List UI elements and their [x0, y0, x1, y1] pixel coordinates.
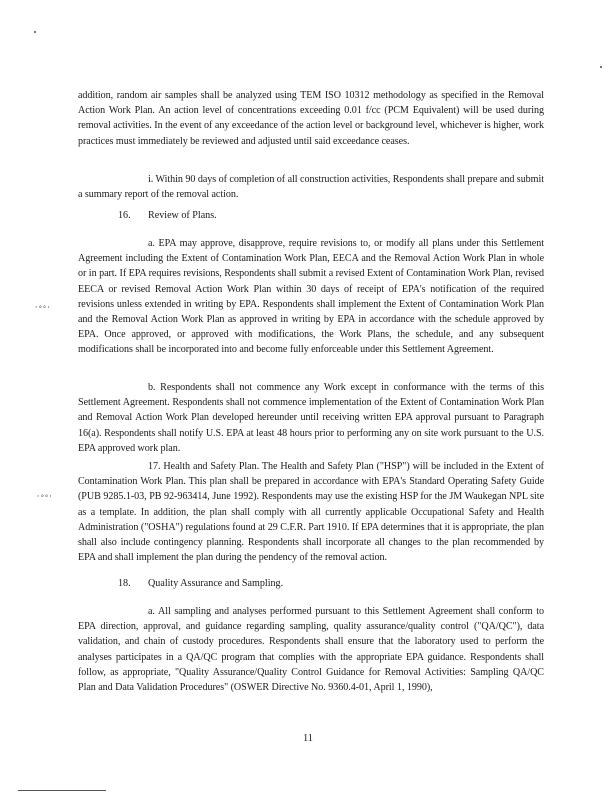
paragraph-15-i: i. Within 90 days of completion of all construction activities, Respondents shall prepare and submit a summary report of the removal action.: [78, 174, 544, 201]
paragraph-18-a: a. All sampling and analyses performed pursuant to this Settlement Agreement shall conform to EPA direction, approval, and guidance regarding sampling, quality assurance/quality control ("QA/QC"), data validation, and chain of custody procedures. Respondents shall ensure that the laboratory used to perform the analyses participates in a QA/QC program that complies with the appropriate EPA guidance. Respondents shall follow, as appropriate, "Quality Assurance/Quality Control Guidance for Removal Activities: Sampling QA/QC Plan and Data Validation Procedures" (OSWER Directive No. 9360.4-01, April 1, 1990),: [78, 606, 544, 694]
paragraph-16-a: a. EPA may approve, disapprove, require revisions to, or modify all plans under this Settlement Agreement including the Extent of Contamination Work Plan, EECA and the Removal Action Work Plan in whole or in part. If EPA requires revisions, Respondents shall submit a revised Extent of Contamination Work Plan, revised EECA or revised Removal Action Work Plan within 30 days of receipt of EPA's notification of the required revisions unless extended in writing by EPA. Respondents shall implement the Extent of Contamination Work Plan and the Removal Action Work Plan as approved in writing by EPA in accordance with the schedule approved by EPA. Once approved, or approved with modifications, the Work Plans, the schedule, and any subsequent modifications shall be incorporated into and become fully enforceable under this Settlement Agreement.: [78, 238, 544, 356]
paragraph-17-health-safety: 17. Health and Safety Plan. The Health and Safety Plan ("HSP") will be included in the Extent of Contamination Work Plan. This plan shall be prepared in accordance with EPA's Standard Operating Safety Guide (PUB 9285.1-03, PB 92-963414, June 1992). Respondents may use the existing HSP for the JM Waukegan NPL site as a template. In addition, the plan shall comply with all currently applicable Occupational Safety and Health Administration ("OSHA") regulations found at 29 C.F.R. Part 1910. If EPA determines that it is appropriate, the plan shall also include contingency planning. Respondents shall incorporate all changes to the plan recommended by EPA and shall implement the plan during the pendency of the removal action.: [78, 461, 544, 564]
margin-mark: '°°': [34, 305, 51, 313]
section-heading-18: [118, 576, 283, 591]
section-title: Quality Assurance and Sampling.: [148, 578, 284, 589]
page-number: 11: [302, 733, 314, 744]
margin-mark: '°°': [36, 494, 53, 502]
section-heading-16: [118, 208, 217, 223]
section-number: 16.: [118, 210, 131, 221]
paragraph-continuation: addition, random air samples shall be analyzed using TEM ISO 10312 methodology as specified in the Removal Action Work Plan. An action level of concentrations exceeding 0.01 f/cc (PCM Equivalent) will be used during removal activities. In the event of any exceedance of the action level or background level, whichever is higher, work practices must immediately be reviewed and adjusted until said exceedance ceases.: [78, 90, 544, 147]
section-title: Review of Plans.: [148, 210, 217, 221]
section-number: 18.: [118, 578, 131, 589]
scan-speck: [34, 31, 36, 33]
paragraph-16-b: b. Respondents shall not commence any Work except in conformance with the terms of this Settlement Agreement. Respondents shall not commence implementation of the Extent of Contamination Work Plan and Removal Action Work Plan developed hereunder until receiving written EPA approval pursuant to Paragraph 16(a). Respondents shall notify U.S. EPA at least 48 hours prior to performing any on site work pursuant to the U.S. EPA approved work plan.: [78, 382, 544, 454]
footer-rule: [18, 790, 106, 791]
scan-speck: [600, 66, 602, 68]
